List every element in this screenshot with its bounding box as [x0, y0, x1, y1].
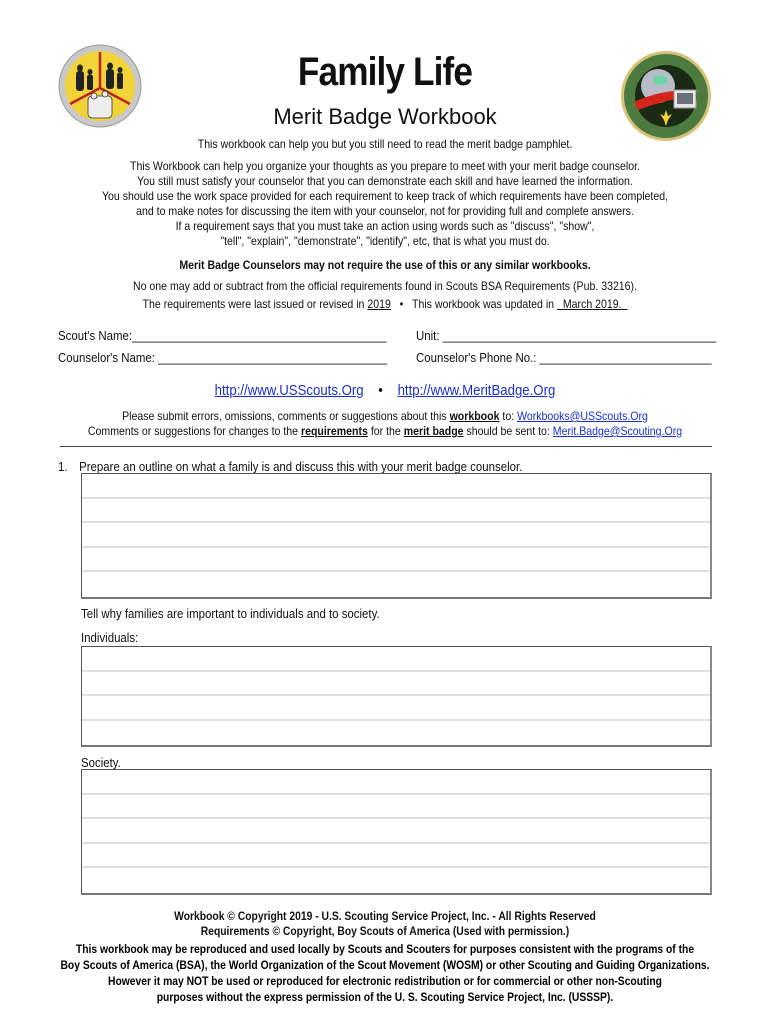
submit-bold: workbook	[449, 409, 500, 423]
submit-bold: merit badge	[403, 424, 464, 438]
answer-line[interactable]	[82, 548, 710, 573]
answer-line[interactable]	[82, 647, 710, 672]
usscouts-link[interactable]: http://www.USScouts.Org	[214, 382, 364, 399]
workbooks-email-link[interactable]: Workbooks@USScouts.Org	[517, 409, 648, 423]
intro-line: "tell", "explain", "demonstrate", "identify", etc, that is what you must do.	[220, 234, 550, 248]
workbook-copyright: Workbook © Copyright 2019 - U.S. Scouting Service Project, Inc. - All Rights Reserved	[174, 909, 596, 923]
submit-text: Please submit errors, omissions, comments or suggestions about this	[122, 409, 450, 423]
answer-line[interactable]	[82, 474, 710, 499]
answer-line[interactable]	[82, 523, 710, 548]
submit-workbook-note	[46, 409, 724, 424]
revision-year: 2019	[367, 297, 391, 311]
usage-notice	[54, 941, 716, 1005]
merit-badge-email-link[interactable]: Merit.Badge@Scouting.Org	[552, 424, 683, 438]
answer-box-individuals[interactable]	[81, 646, 712, 747]
answer-line[interactable]	[82, 868, 710, 893]
answer-line[interactable]	[82, 572, 710, 597]
scout-name-field[interactable]: Scout's Name:________________________________________	[58, 328, 387, 343]
answer-box-outline[interactable]	[81, 473, 712, 599]
requirements-copyright: Requirements © Copyright, Boy Scouts of America (Used with permission.)	[200, 924, 570, 938]
website-links	[46, 383, 724, 398]
submit-text: to:	[499, 409, 518, 423]
page-subtitle: Merit Badge Workbook	[273, 104, 497, 129]
intro-line: If a requirement says that you must take an action using words such as "discuss", "show",	[175, 219, 595, 233]
submit-bold: requirements	[300, 424, 368, 438]
answer-line[interactable]	[82, 819, 710, 844]
counselor-name-field[interactable]: Counselor's Name: ____________________________________	[58, 350, 388, 365]
society-label: Society.	[81, 755, 121, 770]
answer-line[interactable]	[82, 770, 710, 795]
requirement-1-subprompt: Tell why families are important to individuals and to society.	[81, 606, 380, 621]
answer-line[interactable]	[82, 672, 710, 697]
submit-text: should be sent to:	[463, 424, 553, 438]
usage-line: purposes without the express permission of the U. S. Scouting Service Project, Inc. (USSSP).	[156, 990, 614, 1004]
requirement-number: 1.	[58, 459, 68, 474]
intro-line: You still must satisfy your counselor that you can demonstrate each skill and have learned the information.	[137, 174, 633, 188]
intro-line: You should use the work space provided for each requirement to keep track of which requirements have been completed,	[101, 189, 669, 203]
requirement-1	[58, 459, 522, 474]
intro-paragraph	[46, 159, 724, 249]
usage-line: However it may NOT be used or reproduced for electronic redistribution or for commercial or other non-Scouting	[108, 974, 662, 988]
answer-line[interactable]	[82, 721, 710, 746]
submit-text: Comments or suggestions for changes to the	[87, 424, 301, 438]
counselor-note: Merit Badge Counselors may not require the use of this or any similar workbooks.	[179, 258, 591, 272]
intro-line: This Workbook can help you organize your thoughts as you prepare to meet with your merit badge counselor.	[130, 159, 640, 173]
updated-prefix: This workbook was updated in	[411, 297, 557, 311]
pamphlet-note: This workbook can help you but you still need to read the merit badge pamphlet.	[197, 137, 573, 151]
submit-requirements-note	[46, 424, 724, 439]
answer-line[interactable]	[82, 696, 710, 721]
page-title: Family Life	[297, 50, 473, 94]
answer-line[interactable]	[82, 844, 710, 869]
revision-note	[46, 297, 724, 312]
unit-field[interactable]: Unit: ___________________________________________	[416, 328, 717, 343]
intro-line: and to make notes for discussing the item with your counselor, not for providing full and complete answers.	[136, 204, 634, 218]
counselor-phone-field[interactable]: Counselor's Phone No.: ___________________________	[416, 350, 712, 365]
bullet: •	[399, 297, 404, 311]
bullet: •	[378, 382, 383, 399]
requirement-text: Prepare an outline on what a family is and discuss this with your merit badge counselor.	[79, 459, 523, 474]
revision-prefix: The requirements were last issued or revised in	[142, 297, 368, 311]
usage-line: This workbook may be reproduced and used locally by Scouts and Scouters for purposes consistent with the programs of the	[75, 942, 695, 956]
usage-line: Boy Scouts of America (BSA), the World Organization of the Scout Movement (WOSM) or other Scouting and Guiding Organizations.	[60, 958, 710, 972]
meritbadge-link[interactable]: http://www.MeritBadge.Org	[397, 382, 556, 399]
answer-line[interactable]	[82, 795, 710, 820]
answer-line[interactable]	[82, 499, 710, 524]
answer-box-society[interactable]	[81, 769, 712, 895]
updated-date: March 2019.	[556, 297, 628, 311]
section-divider	[60, 446, 712, 447]
submit-text: for the	[367, 424, 404, 438]
requirements-note: No one may add or subtract from the official requirements found in Scouts BSA Requirements (Pub. 33216).	[132, 279, 638, 293]
individuals-label: Individuals:	[81, 630, 139, 645]
